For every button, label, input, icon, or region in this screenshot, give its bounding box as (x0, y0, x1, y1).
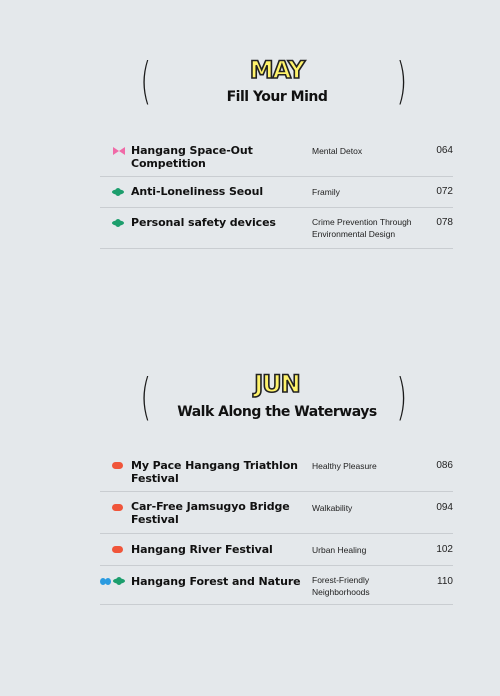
item-title: Car-Free Jamsugyo Bridge Festival (131, 500, 290, 526)
item-category: Framily (312, 187, 340, 197)
contents-list (100, 137, 453, 249)
item-page: 078 (436, 217, 453, 228)
pink-bowtie-icon (100, 137, 128, 176)
item-title: Anti-Loneliness Seoul (131, 185, 263, 198)
green-flower-icon (100, 208, 128, 248)
item-category: Mental Detox (312, 146, 363, 156)
item-category: Urban Healing (312, 545, 367, 555)
right-parenthesis: ) (396, 52, 408, 110)
orange-pill-icon (100, 451, 128, 491)
list-item[interactable] (100, 137, 453, 177)
list-item[interactable] (100, 492, 453, 534)
item-page: 072 (436, 186, 453, 197)
item-page: 102 (436, 544, 453, 555)
green-flower-icon (100, 177, 128, 207)
list-item[interactable] (100, 534, 453, 566)
left-parenthesis: ( (140, 368, 152, 426)
list-item[interactable] (100, 177, 453, 208)
orange-pill-icon (100, 534, 128, 565)
item-title: Hangang River Festival (131, 543, 273, 556)
section-subtitle: Fill Your Mind (226, 89, 328, 105)
list-item[interactable] (100, 566, 453, 605)
left-parenthesis: ( (140, 52, 152, 110)
month-title: MAY (249, 56, 305, 84)
item-page: 064 (436, 145, 453, 156)
item-page: 094 (436, 502, 453, 513)
item-title: My Pace Hangang Triathlon Festival (131, 459, 298, 485)
item-title: Personal safety devices (131, 216, 276, 229)
item-title: Hangang Space-Out Competition (131, 144, 253, 170)
list-item[interactable] (100, 451, 453, 492)
item-page: 110 (437, 576, 453, 587)
item-category: Walkability (312, 503, 353, 513)
section-subtitle: Walk Along the Waterways (177, 404, 377, 420)
item-category: Crime Prevention Through Environmental Design (312, 217, 412, 239)
orange-pill-icon (100, 492, 128, 533)
right-parenthesis: ) (396, 368, 408, 426)
list-item[interactable] (100, 208, 453, 249)
item-category: Forest-Friendly Neighborhoods (312, 575, 370, 597)
contents-list (100, 451, 453, 605)
item-category: Healthy Pleasure (312, 461, 377, 471)
item-page: 086 (436, 460, 453, 471)
month-title: JUN (254, 370, 300, 398)
item-title: Hangang Forest and Nature (131, 575, 301, 588)
